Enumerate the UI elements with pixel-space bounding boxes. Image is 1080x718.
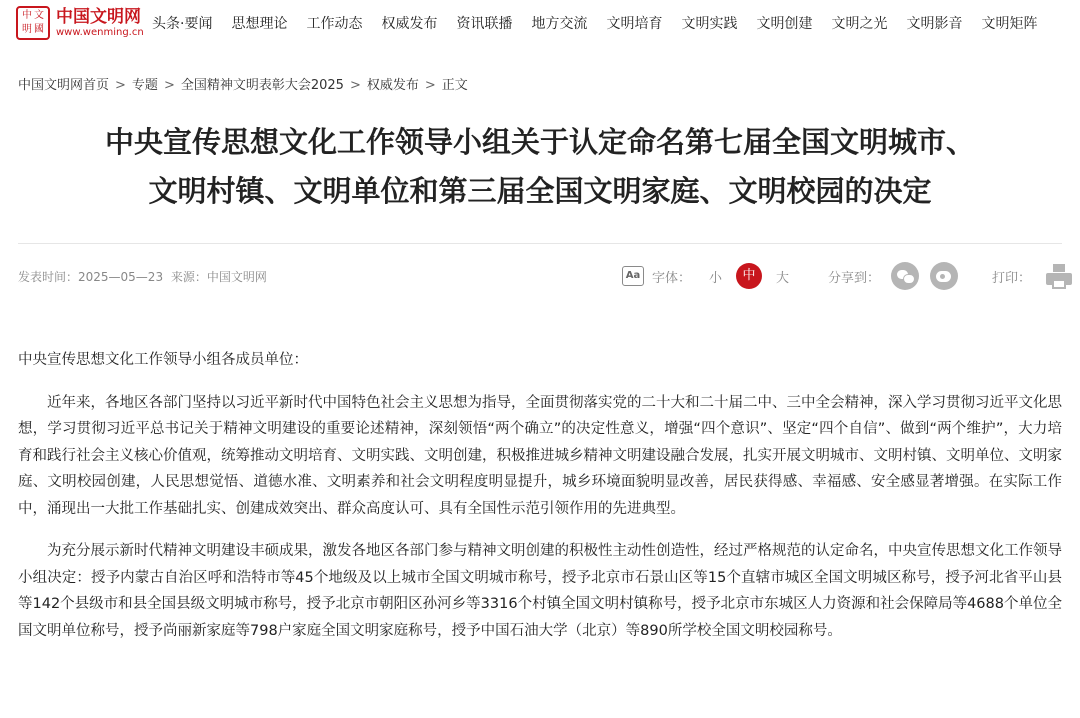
breadcrumb <box>18 76 468 96</box>
breadcrumb-official-release[interactable]: 权威发布 <box>366 78 419 93</box>
nav-item-civility-creation[interactable]: 文明创建 <box>756 16 813 32</box>
nav-item-local-exchange[interactable]: 地方交流 <box>531 16 588 32</box>
font-size-large-button[interactable]: 大 <box>776 270 790 286</box>
breadcrumb-conference[interactable]: 全国精神文明表彰大会2025 <box>180 78 344 93</box>
print-label: 打印： <box>992 270 1032 286</box>
breadcrumb-separator: > <box>115 78 126 93</box>
breadcrumb-home[interactable]: 中国文明网首页 <box>18 78 110 93</box>
site-logo[interactable] <box>16 6 144 40</box>
font-size-medium-button[interactable]: 中 <box>736 263 762 289</box>
share-control <box>828 262 958 290</box>
top-bar <box>0 0 1080 50</box>
article-title-line-2: 文明村镇、文明单位和第三届全国文明家庭、文明校园的决定 <box>148 174 932 208</box>
main-nav <box>152 14 1037 34</box>
article-paragraph-1: 近年来，各地区各部门坚持以习近平新时代中国特色社会主义思想为指导，全面贯彻落实党的二十大和二十届二中、三中全会精神，深入学习贯彻习近平文化思想，学习贯彻习近平总书记关于精神文明建设的重要论述精神，深刻领悟“两个确立”的决定性意义，增强“四个意识”、坚定“四个自信”、做到“两个维护”，大力培育和践行社会主义核心价值观，统筹推动文明培育、文明实践、文明创建，积极推进城乡精神文明建设融合发展，扎实开展文明城市、文明村镇、文明单位、文明家庭、文明校园创建，人民思想觉悟、道德水准、文明素养和社会文明程度明显提升，城乡环境面貌明显改善，居民获得感、幸福感、安全感显著增强。在实际工作中，涌现出一大批工作基础扎实、创建成效突出、群众高度认可、具有全国性示范引领作用的先进典型。 <box>18 394 1062 517</box>
print-icon[interactable] <box>1045 262 1073 290</box>
nav-item-official-release[interactable]: 权威发布 <box>381 16 438 32</box>
logo-name: 中国文明网 <box>56 7 141 27</box>
font-size-label: 字体： <box>652 270 692 286</box>
breadcrumb-topic[interactable]: 专题 <box>131 78 158 93</box>
title-divider <box>18 243 1062 244</box>
nav-item-theory[interactable]: 思想理论 <box>231 16 288 32</box>
breadcrumb-separator: > <box>163 78 175 93</box>
article-salutation: 中央宣传思想文化工作领导小组各成员单位： <box>18 352 308 368</box>
nav-item-headlines[interactable]: 头条·要闻 <box>152 16 213 32</box>
font-size-icon: Aa <box>622 266 644 286</box>
article-body <box>18 347 1062 660</box>
wechat-icon[interactable] <box>891 262 919 290</box>
font-size-small-button[interactable]: 小 <box>709 270 723 286</box>
article-paragraph-2: 为充分展示新时代精神文明建设丰硕成果，激发各地区各部门参与精神文明创建的积极性主动性创造性，经过严格规范的认定命名，中央宣传思想文化工作领导小组决定：授予内蒙古自治区呼和浩特市等45个地级及以上城市全国文明城市称号，授予北京市石景山区等15个直辖市城区全国文明城区称号，授予河北省平山县等142个县级市和县全国县级文明城市称号，授予北京市朝阳区孙河乡等3316个村镇全国文明村镇称号，授予北京市东城区人力资源和社会保障局等4688个单位全国文明单位称号，授予尚丽新家庭等798户家庭全国文明家庭称号，授予中国石油大学（北京）等890所学校全国文明校园称号。 <box>18 543 1062 639</box>
share-label: 分享到： <box>828 270 881 286</box>
nav-item-civility-practice[interactable]: 文明实践 <box>681 16 738 32</box>
article-title-line-1: 中央宣传思想文化工作领导小组关于认定命名第七届全国文明城市、 <box>104 125 975 159</box>
logo-seal-icon: 中 文 明 國 <box>16 6 50 40</box>
article-title <box>0 118 1080 216</box>
publish-date: 发表时间：2025—05—23 <box>18 270 164 284</box>
breadcrumb-separator: > <box>349 78 361 93</box>
print-control <box>992 262 1073 290</box>
nav-item-civility-media[interactable]: 文明影音 <box>906 16 963 32</box>
breadcrumb-separator: > <box>424 78 436 93</box>
nav-item-civility-cultivation[interactable]: 文明培育 <box>606 16 663 32</box>
breadcrumb-current: 正文 <box>441 78 468 93</box>
article-meta <box>18 268 271 286</box>
nav-item-news-broadcast[interactable]: 资讯联播 <box>456 16 513 32</box>
article-source: 来源：中国文明网 <box>170 270 267 284</box>
nav-item-civility-matrix[interactable]: 文明矩阵 <box>981 16 1038 32</box>
weibo-icon[interactable] <box>930 262 958 290</box>
nav-item-work-news[interactable]: 工作动态 <box>306 16 363 32</box>
logo-url: www.wenming.cn <box>56 27 144 38</box>
font-size-control <box>622 262 789 290</box>
nav-item-civility-light[interactable]: 文明之光 <box>831 16 888 32</box>
